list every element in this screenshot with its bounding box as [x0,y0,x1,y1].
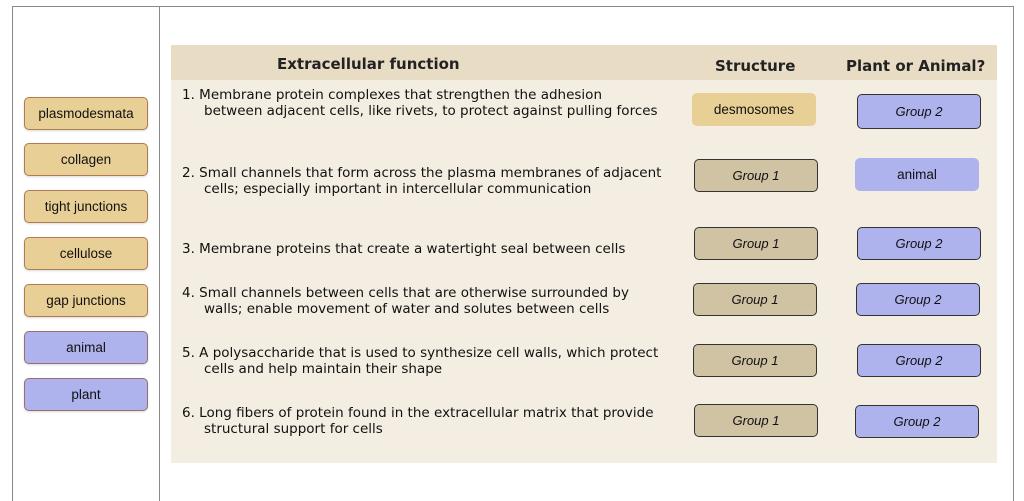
plant-animal-slot-2[interactable]: animal [855,158,979,191]
table-row [182,241,662,257]
header-plant-or-animal: Plant or Animal? [846,57,986,75]
structure-slot-1[interactable]: desmosomes [692,93,816,126]
structure-slot-5[interactable]: Group 1 [693,344,817,377]
row-description: 6. Long fibers of protein found in the extracellular matrix that provide structural support for cells [182,405,654,437]
bank-chip-cellulose[interactable]: cellulose [24,237,148,270]
plant-animal-slot-1[interactable]: Group 2 [857,94,981,129]
row-description: 2. Small channels that form across the plasma membranes of adjacent cells; especially important in intercellular communication [182,165,662,197]
row-description: 4. Small channels between cells that are otherwise surrounded by walls; enable movement of water and solutes between cells [182,285,629,317]
bank-chip-plant[interactable]: plant [24,378,148,411]
row-description: 1. Membrane protein complexes that strengthen the adhesion between adjacent cells, like rivets, to protect against pulling forces [182,87,658,119]
header-structure: Structure [715,57,796,75]
bank-chip-animal[interactable]: animal [24,331,148,364]
plant-animal-slot-3[interactable]: Group 2 [857,227,981,260]
table-row [182,87,662,119]
plant-animal-slot-5[interactable]: Group 2 [857,344,981,377]
bank-chip-tight-junctions[interactable]: tight junctions [24,190,148,223]
structure-slot-3[interactable]: Group 1 [694,227,818,260]
row-description: 3. Membrane proteins that create a watertight seal between cells [182,241,626,257]
bank-chip-collagen[interactable]: collagen [24,143,148,176]
table-row [182,405,662,437]
structure-slot-6[interactable]: Group 1 [694,404,818,437]
structure-slot-4[interactable]: Group 1 [693,283,817,316]
table-row [182,165,662,197]
matching-table [171,45,997,463]
row-description: 5. A polysaccharide that is used to synthesize cell walls, which protect cells and help maintain their shape [182,345,659,377]
table-row [182,345,662,377]
plant-animal-slot-6[interactable]: Group 2 [855,405,979,438]
header-function: Extracellular function [277,55,460,73]
plant-animal-slot-4[interactable]: Group 2 [856,283,980,316]
structure-slot-2[interactable]: Group 1 [694,159,818,192]
bank-chip-plasmodesmata[interactable]: plasmodesmata [24,97,148,130]
bank-divider [159,6,160,501]
table-row [182,285,662,317]
bank-chip-gap-junctions[interactable]: gap junctions [24,284,148,317]
